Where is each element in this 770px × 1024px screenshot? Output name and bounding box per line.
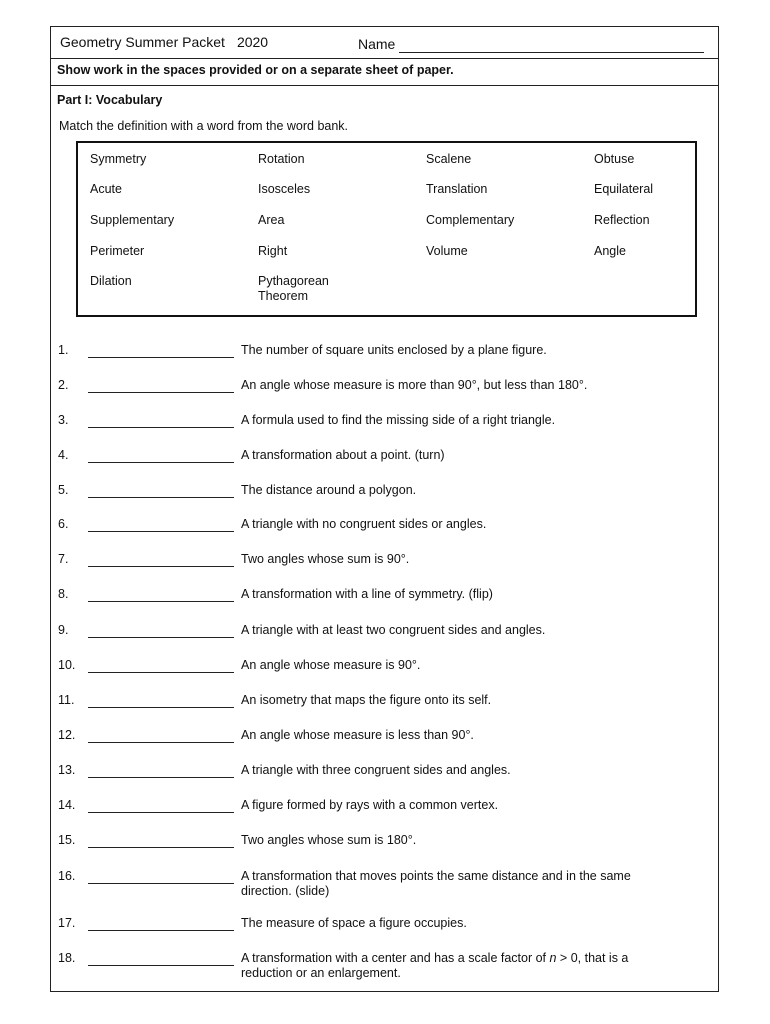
- word-bank-term: Right: [258, 244, 288, 258]
- answer-blank[interactable]: [88, 601, 234, 602]
- answer-blank[interactable]: [88, 672, 234, 673]
- word-bank-term: Obtuse: [594, 152, 635, 166]
- section-divider: [51, 85, 718, 86]
- answer-blank[interactable]: [88, 965, 234, 966]
- word-bank-term: Dilation: [90, 274, 132, 288]
- name-line: [399, 52, 704, 53]
- question-row: [51, 448, 720, 468]
- question-row: [51, 343, 720, 363]
- word-bank-term: Perimeter: [90, 244, 145, 258]
- answer-blank[interactable]: [88, 637, 234, 638]
- answer-blank[interactable]: [88, 707, 234, 708]
- question-row: [51, 951, 720, 980]
- answer-blank[interactable]: [88, 392, 234, 393]
- question-row: [51, 658, 720, 678]
- answer-blank[interactable]: [88, 847, 234, 848]
- question-number: 7.: [58, 552, 69, 566]
- question-definition: The measure of space a figure occupies.: [241, 916, 467, 930]
- question-row: [51, 763, 720, 783]
- word-bank-term: Pythagorean Theorem: [258, 274, 329, 303]
- question-definition: Two angles whose sum is 90°.: [241, 552, 410, 566]
- question-row: [51, 517, 720, 537]
- title-year: 2020: [236, 34, 269, 50]
- packet-title: [60, 34, 268, 50]
- question-row: [51, 552, 720, 572]
- question-definition: An angle whose measure is more than 90°, but less than 180°.: [241, 378, 588, 392]
- answer-blank[interactable]: [88, 930, 234, 931]
- question-row: [51, 798, 720, 818]
- question-number: 13.: [58, 763, 76, 777]
- definition-text-start: A transformation with a center and has a scale factor of: [241, 951, 550, 965]
- question-row: [51, 833, 720, 853]
- question-definition: An angle whose measure is 90°.: [241, 658, 421, 672]
- word-bank-term: Equilateral: [594, 182, 654, 196]
- worksheet-frame: [50, 26, 719, 992]
- answer-blank[interactable]: [88, 462, 234, 463]
- question-definition: An angle whose measure is less than 90°.: [241, 728, 474, 742]
- question-definition: An isometry that maps the figure onto its self.: [241, 693, 492, 707]
- question-row: [51, 483, 720, 503]
- answer-blank[interactable]: [88, 357, 234, 358]
- answer-blank[interactable]: [88, 427, 234, 428]
- question-number: 15.: [58, 833, 76, 847]
- question-definition: A triangle with at least two congruent sides and angles.: [241, 623, 546, 637]
- word-bank-term: Isosceles: [258, 182, 311, 196]
- question-definition: Two angles whose sum is 180°.: [241, 833, 417, 847]
- word-bank: [76, 141, 697, 317]
- question-definition: [241, 951, 681, 981]
- question-row: [51, 728, 720, 748]
- question-definition: A triangle with three congruent sides and angles.: [241, 763, 511, 777]
- question-row: [51, 623, 720, 643]
- answer-blank[interactable]: [88, 497, 234, 498]
- answer-blank[interactable]: [88, 812, 234, 813]
- question-definition: A formula used to find the missing side of a right triangle.: [241, 413, 556, 427]
- word-bank-term: Angle: [594, 244, 626, 258]
- answer-blank[interactable]: [88, 742, 234, 743]
- question-definition: The distance around a polygon.: [241, 483, 417, 497]
- question-number: 4.: [58, 448, 69, 462]
- question-definition: A transformation about a point. (turn): [241, 448, 445, 462]
- question-definition: The number of square units enclosed by a plane figure.: [241, 343, 547, 357]
- question-definition: A figure formed by rays with a common vertex.: [241, 798, 499, 812]
- question-row: [51, 378, 720, 398]
- part-heading: Part I: Vocabulary: [57, 93, 163, 107]
- answer-blank[interactable]: [88, 566, 234, 567]
- question-row: [51, 869, 720, 898]
- question-number: 12.: [58, 728, 76, 742]
- question-row: [51, 916, 720, 936]
- title-text: Geometry Summer Packet: [60, 34, 225, 50]
- word-bank-term: Area: [258, 213, 285, 227]
- question-number: 14.: [58, 798, 76, 812]
- definition-variable: n: [549, 951, 557, 965]
- word-bank-term: Complementary: [426, 213, 515, 227]
- question-number: 1.: [58, 343, 69, 357]
- word-bank-term: Volume: [426, 244, 468, 258]
- word-bank-term: Translation: [426, 182, 488, 196]
- word-bank-term: Symmetry: [90, 152, 147, 166]
- question-number: 8.: [58, 587, 69, 601]
- question-number: 3.: [58, 413, 69, 427]
- question-number: 18.: [58, 951, 76, 965]
- word-bank-term: Supplementary: [90, 213, 175, 227]
- question-row: [51, 693, 720, 713]
- question-number: 9.: [58, 623, 69, 637]
- question-number: 16.: [58, 869, 76, 883]
- name-label: Name: [358, 36, 396, 52]
- answer-blank[interactable]: [88, 777, 234, 778]
- instructions: Show work in the spaces provided or on a separate sheet of paper.: [57, 63, 454, 77]
- question-row: [51, 587, 720, 607]
- question-number: 17.: [58, 916, 76, 930]
- question-number: 6.: [58, 517, 69, 531]
- question-number: 2.: [58, 378, 69, 392]
- question-number: 5.: [58, 483, 69, 497]
- question-definition: A triangle with no congruent sides or angles.: [241, 517, 487, 531]
- word-bank-term: Acute: [90, 182, 122, 196]
- word-bank-term: Rotation: [258, 152, 305, 166]
- question-number: 11.: [58, 693, 75, 707]
- part-direction: Match the definition with a word from the word bank.: [59, 119, 349, 133]
- question-row: [51, 413, 720, 433]
- answer-blank[interactable]: [88, 883, 234, 884]
- question-definition: A transformation that moves points the same distance and in the same direction. (slide): [241, 869, 631, 898]
- word-bank-term: Reflection: [594, 213, 650, 227]
- question-definition: A transformation with a line of symmetry. (flip): [241, 587, 493, 601]
- header-divider: [51, 58, 718, 59]
- answer-blank[interactable]: [88, 531, 234, 532]
- definition-text-end: > 0, that is a reduction or an enlargement.: [241, 951, 629, 980]
- question-number: 10.: [58, 658, 76, 672]
- word-bank-term: Scalene: [426, 152, 472, 166]
